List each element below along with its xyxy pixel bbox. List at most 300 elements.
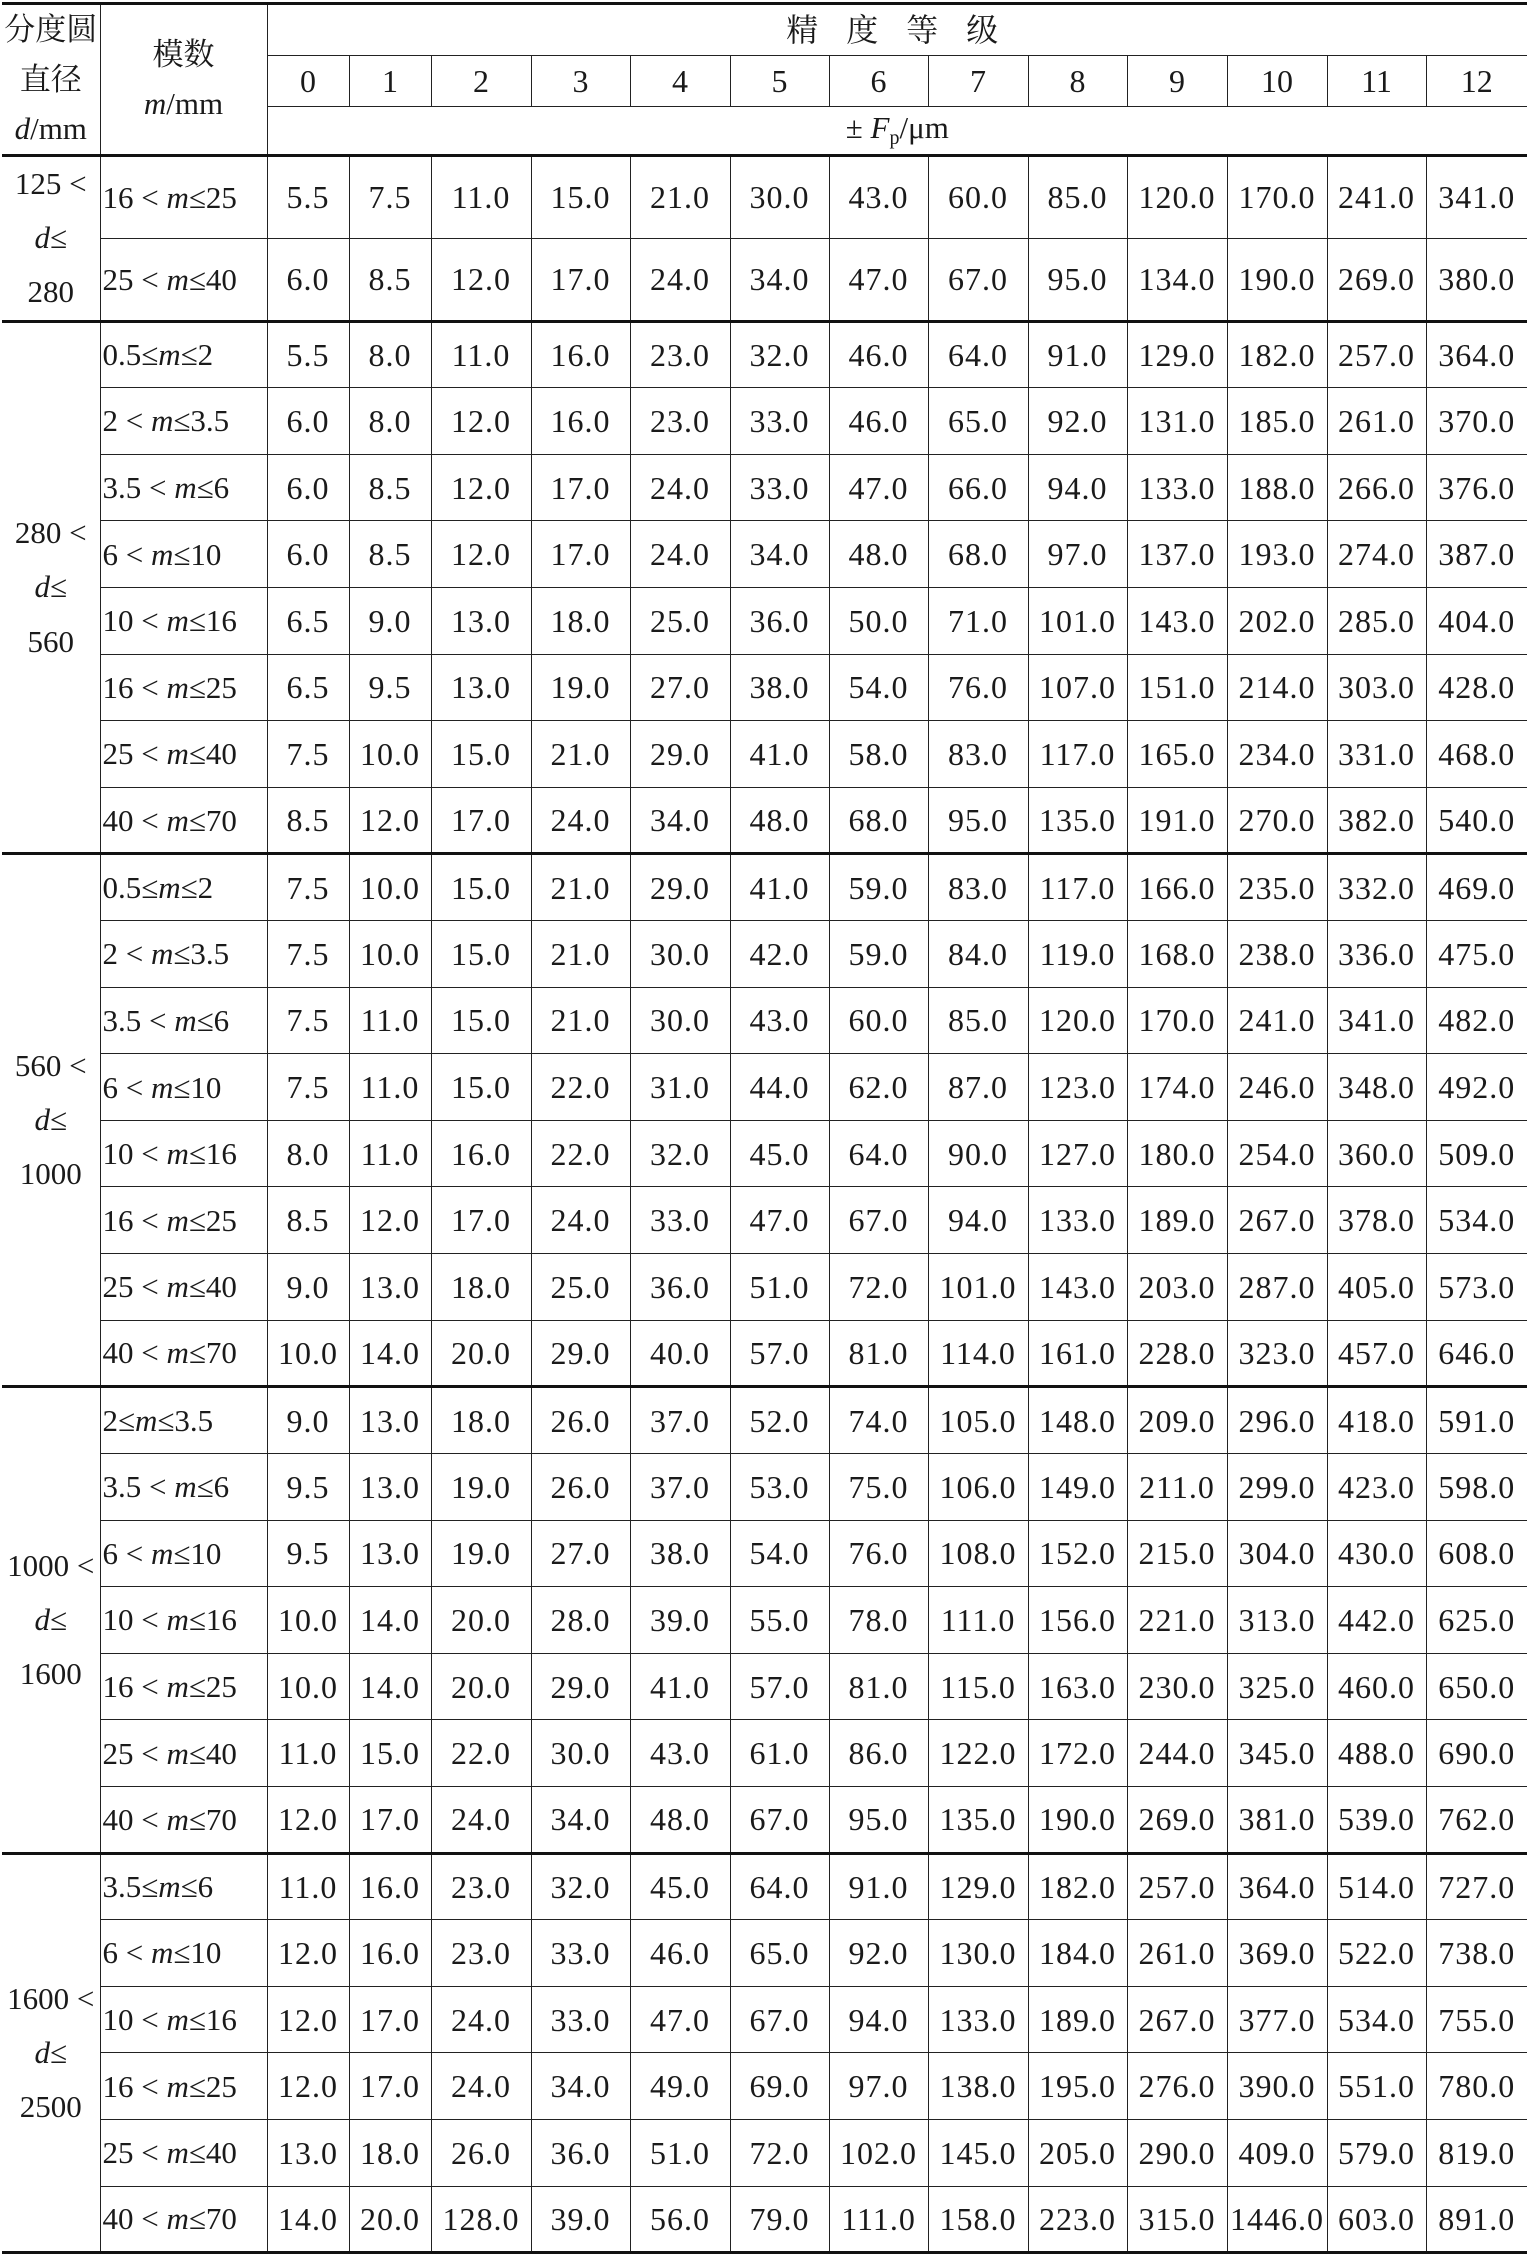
- tolerance-value-grade-8: 143.0: [1028, 1254, 1127, 1321]
- table-row: [2, 454, 1527, 521]
- tolerance-value-grade-2: 11.0: [431, 321, 531, 388]
- module-range-cell: 6 < m≤10: [100, 1054, 267, 1121]
- tolerance-value-grade-11: 274.0: [1327, 521, 1426, 588]
- grade-5: 5: [730, 56, 829, 106]
- tolerance-value-grade-1: 8.0: [349, 321, 431, 388]
- tolerance-value-grade-4: 46.0: [630, 1920, 730, 1987]
- tolerance-value-grade-9: 166.0: [1127, 854, 1227, 921]
- module-range-cell: 16 < m≤25: [100, 654, 267, 721]
- tolerance-value-grade-12: 780.0: [1426, 2053, 1527, 2120]
- tolerance-value-grade-6: 47.0: [829, 454, 928, 521]
- table-row: [2, 1853, 1527, 1920]
- tolerance-value-grade-3: 17.0: [531, 238, 630, 321]
- variable-symbol: m: [166, 1269, 189, 1305]
- tolerance-value-grade-1: 14.0: [349, 1320, 431, 1387]
- tolerance-value-grade-4: 56.0: [630, 2186, 730, 2253]
- variable-symbol: m: [166, 261, 189, 297]
- tolerance-value-grade-1: 18.0: [349, 2119, 431, 2186]
- tolerance-value-grade-8: 182.0: [1028, 1853, 1127, 1920]
- tolerance-value-grade-8: 123.0: [1028, 1054, 1127, 1121]
- table-row: [2, 1320, 1527, 1387]
- module-range-cell: 2 < m≤3.5: [100, 921, 267, 988]
- tolerance-value-grade-5: 30.0: [730, 155, 829, 238]
- tolerance-value-grade-8: 95.0: [1028, 238, 1127, 321]
- diameter-range-line: 1000 <: [7, 1547, 95, 1583]
- variable-symbol: d: [34, 1601, 50, 1637]
- tolerance-value-grade-9: 129.0: [1127, 321, 1227, 388]
- tolerance-value-grade-7: 101.0: [928, 1254, 1028, 1321]
- tolerance-value-grade-5: 52.0: [730, 1387, 829, 1454]
- tolerance-value-grade-9: 131.0: [1127, 388, 1227, 455]
- tolerance-value-grade-5: 53.0: [730, 1453, 829, 1520]
- tolerance-value-grade-0: 9.5: [267, 1520, 349, 1587]
- tolerance-value-grade-11: 405.0: [1327, 1254, 1426, 1321]
- table-row: [2, 921, 1527, 988]
- tolerance-value-grade-2: 11.0: [431, 155, 531, 238]
- tolerance-value-grade-7: 68.0: [928, 521, 1028, 588]
- tolerance-value-grade-12: 387.0: [1426, 521, 1527, 588]
- variable-symbol: d: [34, 220, 50, 256]
- tolerance-value-grade-4: 38.0: [630, 1520, 730, 1587]
- module-range-cell: 10 < m≤16: [100, 1587, 267, 1654]
- table-row: [2, 155, 1527, 238]
- tolerance-value-grade-3: 30.0: [531, 1720, 630, 1787]
- tolerance-value-grade-2: 19.0: [431, 1520, 531, 1587]
- tolerance-value-grade-7: 114.0: [928, 1320, 1028, 1387]
- grade-6: 6: [829, 56, 928, 106]
- grade-2: 2: [431, 56, 531, 106]
- tolerance-value-grade-0: 6.0: [267, 454, 349, 521]
- tolerance-value-grade-1: 11.0: [349, 1120, 431, 1187]
- tolerance-value-grade-12: 534.0: [1426, 1187, 1527, 1254]
- tolerance-value-grade-7: 145.0: [928, 2119, 1028, 2186]
- diameter-range-line: d≤: [34, 1601, 67, 1637]
- tolerance-value-grade-1: 17.0: [349, 1786, 431, 1853]
- tolerance-value-grade-2: 19.0: [431, 1453, 531, 1520]
- tolerance-value-grade-2: 26.0: [431, 2119, 531, 2186]
- table-row: [2, 1986, 1527, 2053]
- variable-symbol: m: [166, 1335, 189, 1371]
- tolerance-value-grade-11: 266.0: [1327, 454, 1426, 521]
- tolerance-value-grade-12: 727.0: [1426, 1853, 1527, 1920]
- variable-symbol: m: [166, 2002, 189, 2038]
- tolerance-value-grade-2: 128.0: [431, 2186, 531, 2253]
- tolerance-value-grade-10: 234.0: [1227, 721, 1327, 788]
- tolerance-value-grade-3: 32.0: [531, 1853, 630, 1920]
- tolerance-value-grade-2: 15.0: [431, 854, 531, 921]
- tolerance-value-grade-5: 36.0: [730, 587, 829, 654]
- table-row: [2, 1786, 1527, 1853]
- tolerance-value-grade-11: 382.0: [1327, 787, 1426, 854]
- tolerance-value-grade-6: 86.0: [829, 1720, 928, 1787]
- tolerance-value-grade-4: 24.0: [630, 454, 730, 521]
- table-row: [2, 1254, 1527, 1321]
- variable-symbol: m: [158, 337, 181, 373]
- tolerance-value-grade-0: 5.5: [267, 321, 349, 388]
- tolerance-value-grade-6: 68.0: [829, 787, 928, 854]
- table-row: [2, 321, 1527, 388]
- grade-10: 10: [1227, 56, 1327, 106]
- grade-4: 4: [630, 56, 730, 106]
- tolerance-value-grade-9: 134.0: [1127, 238, 1227, 321]
- tolerance-value-grade-5: 65.0: [730, 1920, 829, 1987]
- tolerance-value-grade-11: 341.0: [1327, 987, 1426, 1054]
- tolerance-value-grade-1: 15.0: [349, 1720, 431, 1787]
- tolerance-value-grade-7: 133.0: [928, 1986, 1028, 2053]
- tolerance-value-grade-8: 149.0: [1028, 1453, 1127, 1520]
- tolerance-value-grade-8: 117.0: [1028, 854, 1127, 921]
- module-range-cell: 6 < m≤10: [100, 1920, 267, 1987]
- tolerance-value-grade-12: 428.0: [1426, 654, 1527, 721]
- tolerance-value-grade-10: 299.0: [1227, 1453, 1327, 1520]
- module-range-cell: 25 < m≤40: [100, 2119, 267, 2186]
- tolerance-value-grade-6: 91.0: [829, 1853, 928, 1920]
- diameter-range-line: 125 <: [14, 165, 87, 201]
- tolerance-value-grade-6: 74.0: [829, 1387, 928, 1454]
- diameter-range-line: 1600 <: [7, 1980, 95, 2016]
- tolerance-value-grade-5: 43.0: [730, 987, 829, 1054]
- tolerance-value-grade-1: 14.0: [349, 1653, 431, 1720]
- tolerance-value-grade-2: 13.0: [431, 654, 531, 721]
- tolerance-value-grade-4: 43.0: [630, 1720, 730, 1787]
- tolerance-value-grade-1: 13.0: [349, 1520, 431, 1587]
- tolerance-value-grade-0: 12.0: [267, 1786, 349, 1853]
- tolerance-value-grade-8: 133.0: [1028, 1187, 1127, 1254]
- diameter-range-line: 1600: [19, 1656, 82, 1692]
- tolerance-value-grade-2: 20.0: [431, 1320, 531, 1387]
- tolerance-value-grade-5: 72.0: [730, 2119, 829, 2186]
- tolerance-value-grade-0: 8.5: [267, 787, 349, 854]
- tolerance-value-grade-6: 50.0: [829, 587, 928, 654]
- variable-symbol: m: [150, 1535, 174, 1571]
- grade-11: 11: [1327, 56, 1426, 106]
- tolerance-value-grade-9: 261.0: [1127, 1920, 1227, 1987]
- tolerance-value-grade-0: 12.0: [267, 2053, 349, 2120]
- tolerance-value-grade-5: 64.0: [730, 1853, 829, 1920]
- tolerance-value-grade-4: 27.0: [630, 654, 730, 721]
- table-row: [2, 1387, 1527, 1454]
- tolerance-value-grade-1: 13.0: [349, 1254, 431, 1321]
- grade-12: 12: [1426, 56, 1527, 106]
- tolerance-value-grade-0: 8.5: [267, 1187, 349, 1254]
- tolerance-value-grade-5: 79.0: [730, 2186, 829, 2253]
- tolerance-value-grade-10: 185.0: [1227, 388, 1327, 455]
- variable-symbol: m: [166, 1136, 189, 1172]
- tolerance-value-grade-10: 409.0: [1227, 2119, 1327, 2186]
- tolerance-value-grade-3: 29.0: [531, 1320, 630, 1387]
- table-row: [2, 654, 1527, 721]
- tolerance-value-grade-5: 32.0: [730, 321, 829, 388]
- tolerance-value-grade-5: 41.0: [730, 854, 829, 921]
- grade-3: 3: [531, 56, 630, 106]
- tolerance-value-grade-1: 8.5: [349, 521, 431, 588]
- tolerance-value-grade-11: 257.0: [1327, 321, 1426, 388]
- tolerance-value-grade-3: 15.0: [531, 155, 630, 238]
- tolerance-value-grade-9: 137.0: [1127, 521, 1227, 588]
- tolerance-value-grade-6: 72.0: [829, 1254, 928, 1321]
- diameter-header-line: 分度圆: [4, 12, 98, 47]
- table-row: [2, 1520, 1527, 1587]
- tolerance-value-grade-5: 42.0: [730, 921, 829, 988]
- tolerance-value-grade-1: 16.0: [349, 1853, 431, 1920]
- tolerance-value-grade-0: 12.0: [267, 1986, 349, 2053]
- tolerance-value-grade-8: 94.0: [1028, 454, 1127, 521]
- tolerance-value-grade-3: 33.0: [531, 1920, 630, 1987]
- tolerance-value-grade-5: 54.0: [730, 1520, 829, 1587]
- tolerance-value-grade-4: 29.0: [630, 854, 730, 921]
- tolerance-value-grade-2: 24.0: [431, 1786, 531, 1853]
- tolerance-value-grade-6: 94.0: [829, 1986, 928, 2053]
- tolerance-value-grade-11: 303.0: [1327, 654, 1426, 721]
- tolerance-value-grade-3: 21.0: [531, 987, 630, 1054]
- tolerance-value-grade-9: 257.0: [1127, 1853, 1227, 1920]
- tolerance-value-grade-7: 64.0: [928, 321, 1028, 388]
- tolerance-value-grade-9: 143.0: [1127, 587, 1227, 654]
- tolerance-value-grade-5: 34.0: [730, 238, 829, 321]
- diameter-column-header: [2, 4, 100, 156]
- tolerance-value-grade-6: 43.0: [829, 155, 928, 238]
- table-row: [2, 2119, 1527, 2186]
- tolerance-value-grade-3: 26.0: [531, 1387, 630, 1454]
- tolerance-value-grade-5: 67.0: [730, 1786, 829, 1853]
- tolerance-value-grade-8: 117.0: [1028, 721, 1127, 788]
- table-row: [2, 1587, 1527, 1654]
- tolerance-value-grade-10: 267.0: [1227, 1187, 1327, 1254]
- tolerance-value-grade-0: 14.0: [267, 2186, 349, 2253]
- tolerance-value-grade-0: 9.5: [267, 1453, 349, 1520]
- tolerance-value-grade-6: 54.0: [829, 654, 928, 721]
- tolerance-value-grade-0: 9.0: [267, 1387, 349, 1454]
- tolerance-value-grade-2: 23.0: [431, 1853, 531, 1920]
- tolerance-value-grade-2: 15.0: [431, 921, 531, 988]
- module-range-cell: 16 < m≤25: [100, 2053, 267, 2120]
- tolerance-value-grade-8: 92.0: [1028, 388, 1127, 455]
- tolerance-value-grade-8: 184.0: [1028, 1920, 1127, 1987]
- tolerance-value-grade-10: 1446.0: [1227, 2186, 1327, 2253]
- module-range-cell: 6 < m≤10: [100, 1520, 267, 1587]
- tolerance-value-grade-3: 21.0: [531, 721, 630, 788]
- unit-symbol: F: [870, 110, 890, 146]
- tolerance-value-grade-6: 75.0: [829, 1453, 928, 1520]
- tolerance-value-grade-11: 603.0: [1327, 2186, 1426, 2253]
- tolerance-value-grade-2: 24.0: [431, 1986, 531, 2053]
- tolerance-value-grade-3: 16.0: [531, 321, 630, 388]
- table-row: [2, 987, 1527, 1054]
- tolerance-value-grade-1: 9.0: [349, 587, 431, 654]
- tolerance-value-grade-1: 7.5: [349, 155, 431, 238]
- module-range-cell: 25 < m≤40: [100, 721, 267, 788]
- tolerance-value-grade-6: 59.0: [829, 854, 928, 921]
- tolerance-value-grade-4: 49.0: [630, 2053, 730, 2120]
- tolerance-value-grade-12: 891.0: [1426, 2186, 1527, 2253]
- table-row: [2, 238, 1527, 321]
- module-range-cell: 3.5≤m≤6: [100, 1853, 267, 1920]
- tolerance-value-grade-2: 15.0: [431, 721, 531, 788]
- tolerance-value-grade-8: 156.0: [1028, 1587, 1127, 1654]
- tolerance-value-grade-6: 76.0: [829, 1520, 928, 1587]
- module-range-cell: 3.5 < m≤6: [100, 987, 267, 1054]
- tolerance-value-grade-8: 205.0: [1028, 2119, 1127, 2186]
- tolerance-value-grade-7: 71.0: [928, 587, 1028, 654]
- grade-8: 8: [1028, 56, 1127, 106]
- module-range-cell: 25 < m≤40: [100, 1720, 267, 1787]
- tolerance-value-grade-3: 34.0: [531, 1786, 630, 1853]
- tolerance-value-grade-11: 551.0: [1327, 2053, 1426, 2120]
- tolerance-value-grade-12: 762.0: [1426, 1786, 1527, 1853]
- table-row: [2, 1054, 1527, 1121]
- tolerance-value-grade-9: 168.0: [1127, 921, 1227, 988]
- tolerance-value-grade-11: 332.0: [1327, 854, 1426, 921]
- tolerance-value-grade-10: 193.0: [1227, 521, 1327, 588]
- tolerance-value-grade-10: 235.0: [1227, 854, 1327, 921]
- tolerance-value-grade-9: 170.0: [1127, 987, 1227, 1054]
- tolerance-value-grade-5: 33.0: [730, 388, 829, 455]
- variable-symbol: d: [14, 111, 31, 147]
- module-range-cell: 16 < m≤25: [100, 1653, 267, 1720]
- tolerance-value-grade-8: 190.0: [1028, 1786, 1127, 1853]
- tolerance-value-grade-9: 215.0: [1127, 1520, 1227, 1587]
- tolerance-value-grade-9: 228.0: [1127, 1320, 1227, 1387]
- tolerance-value-grade-6: 95.0: [829, 1786, 928, 1853]
- tolerance-value-grade-4: 21.0: [630, 155, 730, 238]
- tolerance-value-grade-11: 514.0: [1327, 1853, 1426, 1920]
- tolerance-value-grade-10: 270.0: [1227, 787, 1327, 854]
- tolerance-value-grade-0: 7.5: [267, 921, 349, 988]
- variable-symbol: m: [166, 1735, 189, 1771]
- tolerance-value-grade-8: 163.0: [1028, 1653, 1127, 1720]
- tolerance-value-grade-12: 540.0: [1426, 787, 1527, 854]
- tolerance-value-grade-1: 8.5: [349, 238, 431, 321]
- tolerance-value-grade-3: 21.0: [531, 921, 630, 988]
- tolerance-value-grade-8: 148.0: [1028, 1387, 1127, 1454]
- diameter-range-line: 1000: [19, 1156, 82, 1192]
- tolerance-value-grade-11: 430.0: [1327, 1520, 1426, 1587]
- tolerance-value-grade-0: 7.5: [267, 987, 349, 1054]
- tolerance-value-grade-1: 10.0: [349, 721, 431, 788]
- tolerance-value-grade-1: 17.0: [349, 1986, 431, 2053]
- tolerance-value-grade-2: 16.0: [431, 1120, 531, 1187]
- tolerance-value-grade-8: 127.0: [1028, 1120, 1127, 1187]
- tolerance-value-grade-12: 364.0: [1426, 321, 1527, 388]
- tolerance-value-grade-11: 579.0: [1327, 2119, 1426, 2186]
- tolerance-value-grade-5: 45.0: [730, 1120, 829, 1187]
- tolerance-value-grade-12: 738.0: [1426, 1920, 1527, 1987]
- table-row: [2, 1720, 1527, 1787]
- tolerance-value-grade-6: 60.0: [829, 987, 928, 1054]
- module-range-cell: 6 < m≤10: [100, 521, 267, 588]
- module-range-cell: 2≤m≤3.5: [100, 1387, 267, 1454]
- tolerance-value-grade-1: 11.0: [349, 1054, 431, 1121]
- tolerance-value-grade-7: 67.0: [928, 238, 1028, 321]
- tolerance-value-grade-7: 138.0: [928, 2053, 1028, 2120]
- tolerance-value-grade-4: 29.0: [630, 721, 730, 788]
- tolerance-value-grade-4: 30.0: [630, 987, 730, 1054]
- tolerance-value-grade-5: 67.0: [730, 1986, 829, 2053]
- tolerance-value-grade-10: 190.0: [1227, 238, 1327, 321]
- tolerance-value-grade-0: 6.0: [267, 388, 349, 455]
- grade-1: 1: [349, 56, 431, 106]
- tolerance-value-grade-3: 26.0: [531, 1453, 630, 1520]
- tolerance-value-grade-2: 23.0: [431, 1920, 531, 1987]
- variable-symbol: m: [166, 802, 189, 838]
- variable-symbol: d: [34, 2034, 50, 2070]
- tolerance-value-grade-10: 381.0: [1227, 1786, 1327, 1853]
- tolerance-value-grade-12: 573.0: [1426, 1254, 1527, 1321]
- variable-symbol: m: [150, 1935, 174, 1971]
- tolerance-value-grade-11: 488.0: [1327, 1720, 1426, 1787]
- tolerance-value-grade-7: 108.0: [928, 1520, 1028, 1587]
- tolerance-value-grade-12: 380.0: [1426, 238, 1527, 321]
- table-row: [2, 1653, 1527, 1720]
- diameter-range-line: 2500: [19, 2089, 82, 2124]
- tolerance-value-grade-10: 325.0: [1227, 1653, 1327, 1720]
- tolerance-value-grade-7: 95.0: [928, 787, 1028, 854]
- tolerance-value-grade-2: 12.0: [431, 238, 531, 321]
- tolerance-value-grade-8: 101.0: [1028, 587, 1127, 654]
- tolerance-value-grade-3: 19.0: [531, 654, 630, 721]
- tolerance-value-grade-0: 13.0: [267, 2119, 349, 2186]
- tolerance-value-grade-12: 755.0: [1426, 1986, 1527, 2053]
- tolerance-value-grade-7: 65.0: [928, 388, 1028, 455]
- tolerance-value-grade-7: 87.0: [928, 1054, 1028, 1121]
- tolerance-value-grade-1: 13.0: [349, 1387, 431, 1454]
- tolerance-value-grade-8: 195.0: [1028, 2053, 1127, 2120]
- tolerance-value-grade-2: 20.0: [431, 1653, 531, 1720]
- tolerance-value-grade-1: 12.0: [349, 787, 431, 854]
- module-range-cell: 10 < m≤16: [100, 587, 267, 654]
- tolerance-value-grade-1: 9.5: [349, 654, 431, 721]
- tolerance-value-grade-3: 17.0: [531, 521, 630, 588]
- diameter-range-line: d≤: [34, 220, 67, 256]
- tolerance-value-grade-10: 345.0: [1227, 1720, 1327, 1787]
- tolerance-value-grade-12: 819.0: [1426, 2119, 1527, 2186]
- table-row: [2, 2186, 1527, 2253]
- variable-symbol: m: [166, 669, 189, 705]
- tolerance-value-grade-8: 189.0: [1028, 1986, 1127, 2053]
- tolerance-value-grade-9: 151.0: [1127, 654, 1227, 721]
- tolerance-value-grade-1: 20.0: [349, 2186, 431, 2253]
- tolerance-value-grade-9: 315.0: [1127, 2186, 1227, 2253]
- tolerance-value-grade-4: 23.0: [630, 388, 730, 455]
- tolerance-value-grade-7: 129.0: [928, 1853, 1028, 1920]
- tolerance-value-grade-12: 341.0: [1426, 155, 1527, 238]
- tolerance-value-grade-10: 377.0: [1227, 1986, 1327, 2053]
- variable-symbol: m: [166, 179, 189, 215]
- tolerance-value-grade-0: 11.0: [267, 1720, 349, 1787]
- tolerance-value-grade-2: 24.0: [431, 2053, 531, 2120]
- tolerance-value-grade-7: 85.0: [928, 987, 1028, 1054]
- tolerance-value-grade-9: 276.0: [1127, 2053, 1227, 2120]
- variable-symbol: m: [158, 1869, 181, 1905]
- tolerance-value-grade-12: 591.0: [1426, 1387, 1527, 1454]
- tolerance-value-grade-0: 11.0: [267, 1853, 349, 1920]
- tolerance-value-grade-2: 20.0: [431, 1587, 531, 1654]
- tolerance-value-grade-0: 5.5: [267, 155, 349, 238]
- tolerance-value-grade-7: 130.0: [928, 1920, 1028, 1987]
- gear-pitch-tolerance-table: [2, 2, 1527, 2254]
- tolerance-value-grade-3: 22.0: [531, 1120, 630, 1187]
- tolerance-value-grade-6: 59.0: [829, 921, 928, 988]
- tolerance-value-grade-8: 172.0: [1028, 1720, 1127, 1787]
- tolerance-value-grade-3: 25.0: [531, 1254, 630, 1321]
- tolerance-value-grade-2: 15.0: [431, 1054, 531, 1121]
- tolerance-value-grade-8: 85.0: [1028, 155, 1127, 238]
- tolerance-value-grade-11: 378.0: [1327, 1187, 1426, 1254]
- tolerance-value-grade-5: 51.0: [730, 1254, 829, 1321]
- diameter-range-cell: [2, 155, 100, 321]
- tolerance-value-grade-10: 170.0: [1227, 155, 1327, 238]
- tolerance-value-grade-2: 17.0: [431, 787, 531, 854]
